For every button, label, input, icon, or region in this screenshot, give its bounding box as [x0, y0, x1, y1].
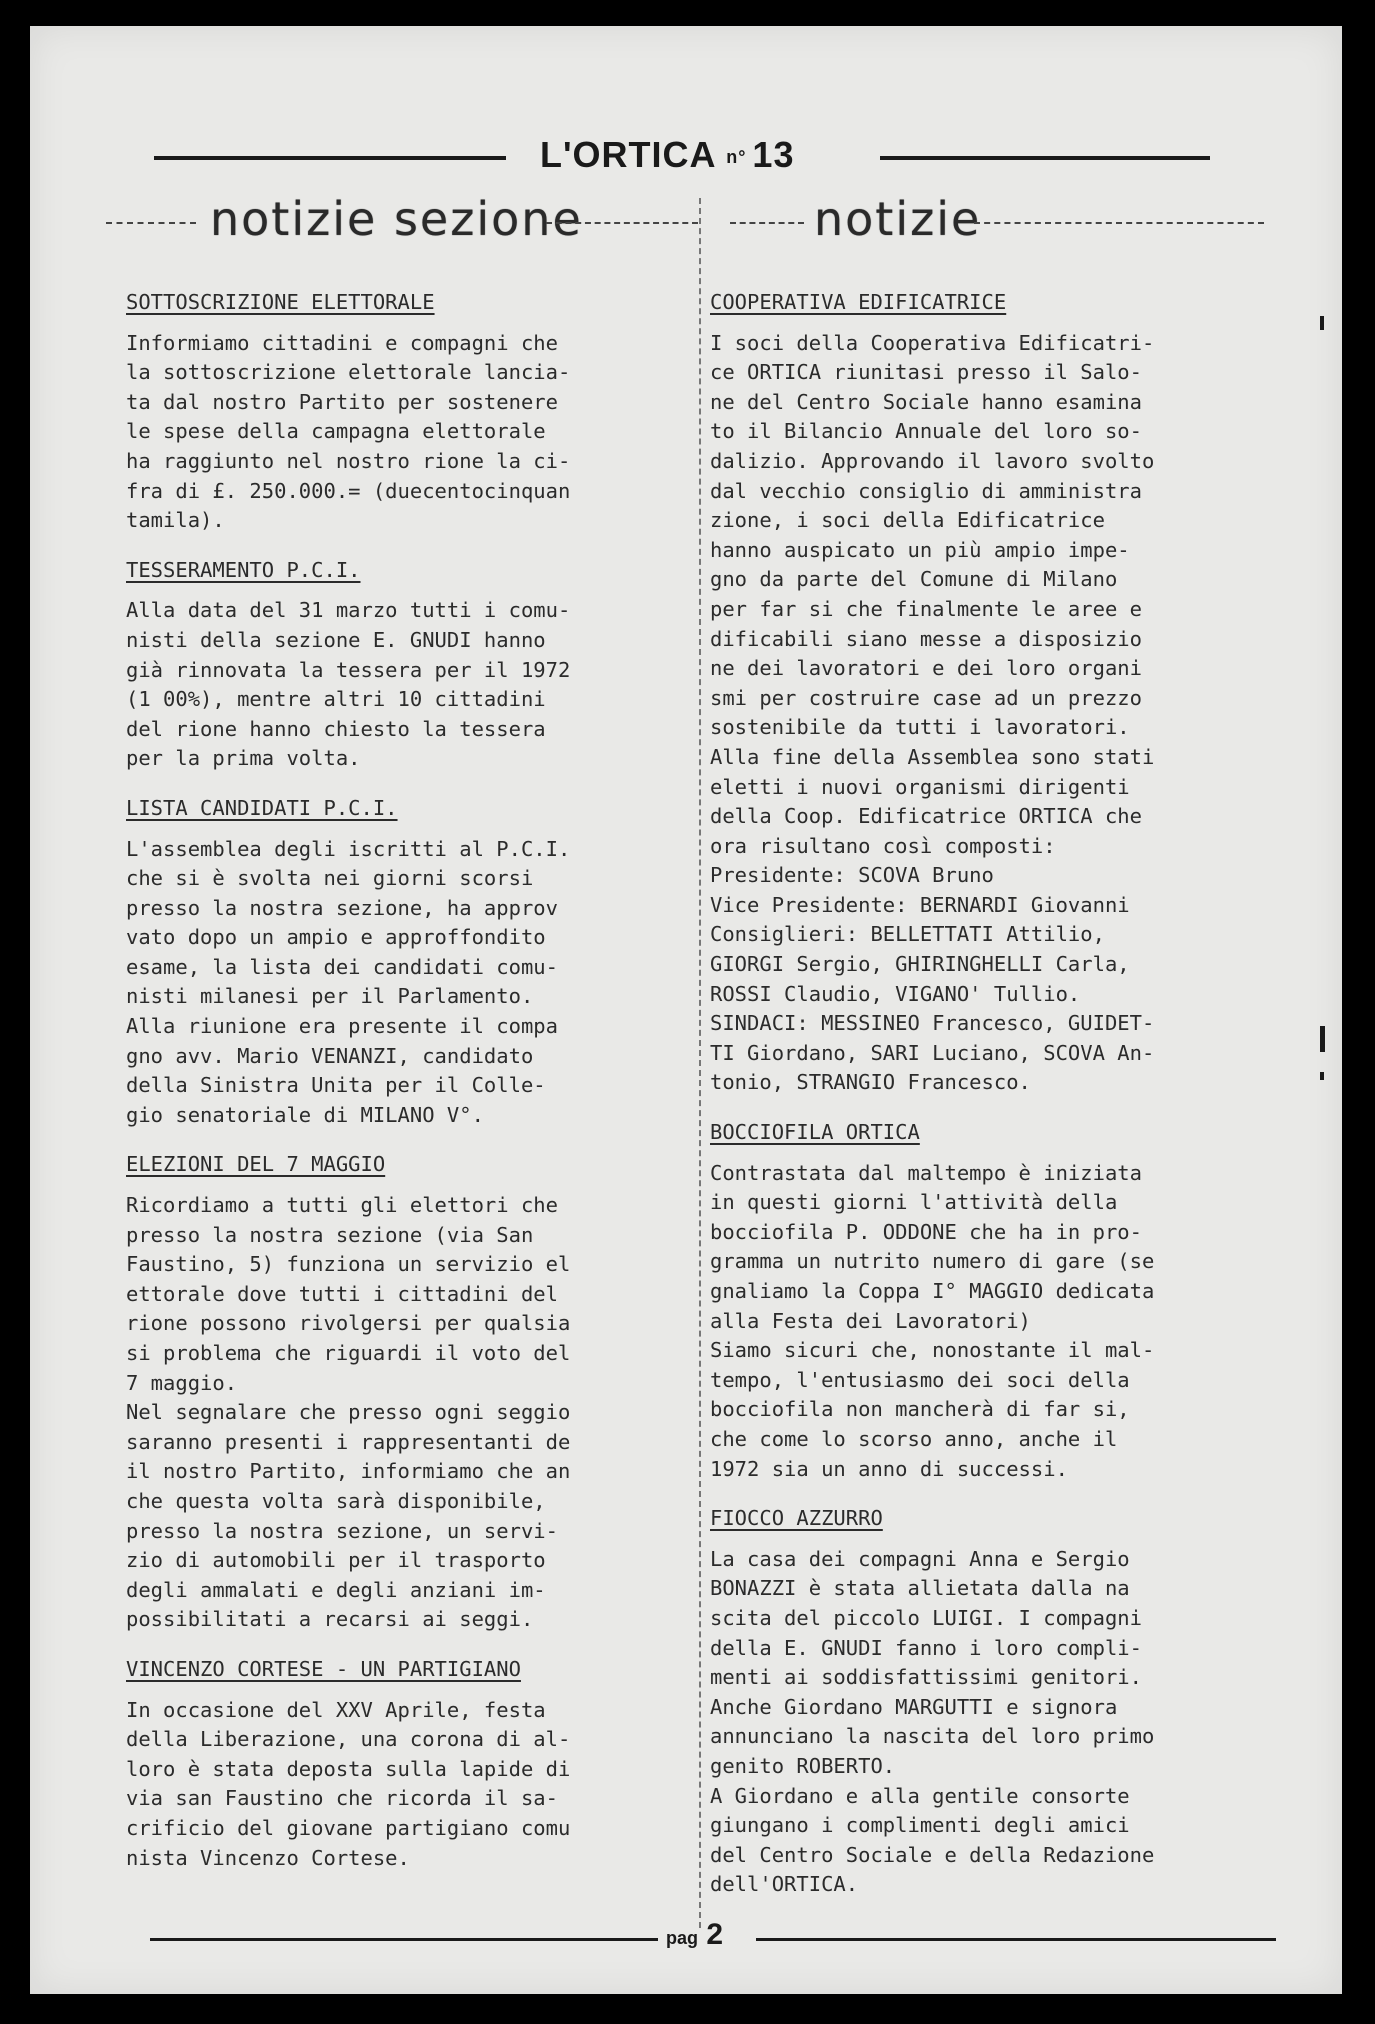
- text-line: presso la nostra sezione, un servi-: [126, 1518, 558, 1543]
- text-line: menti ai soddisfattissimi genitori.: [710, 1665, 1142, 1690]
- article-heading: LISTA CANDIDATI P.C.I.: [126, 795, 398, 820]
- text-line: Vice Presidente: BERNARDI Giovanni: [710, 892, 1130, 917]
- text-line: La casa dei compagni Anna e Sergio: [710, 1546, 1130, 1571]
- text-line: dificabili siano messe a disposizio: [710, 626, 1142, 651]
- text-line: zio di automobili per il trasporto: [126, 1548, 546, 1573]
- masthead-rule-right: [880, 156, 1210, 160]
- text-line: hanno auspicato un più ampio impe-: [710, 537, 1130, 562]
- text-line: sostenibile da tutti i lavoratori.: [710, 715, 1130, 740]
- text-line: le spese della campagna elettorale: [126, 419, 546, 444]
- section-title-left: notizie sezione: [210, 192, 583, 246]
- text-line: gno da parte del Comune di Milano: [710, 567, 1118, 592]
- text-line: Alla riunione era presente il compa: [126, 1014, 558, 1039]
- article: [710, 1118, 1270, 1484]
- text-line: ettorale dove tutti i cittadini del: [126, 1281, 558, 1306]
- newsletter-page: [30, 26, 1342, 1994]
- text-line: del Centro Sociale e della Redazione: [710, 1842, 1155, 1867]
- text-line: ne dei lavoratori e dei loro organi: [710, 656, 1142, 681]
- text-line: per la prima volta.: [126, 746, 361, 771]
- text-line: zione, i soci della Edificatrice: [710, 508, 1105, 533]
- article: [710, 288, 1270, 1098]
- scan-mark: [1320, 1072, 1324, 1080]
- section-dash: [106, 222, 196, 224]
- page-number: [666, 1918, 723, 1952]
- article-paragraph: [710, 1159, 1270, 1485]
- article: [126, 794, 692, 1131]
- article: [710, 1504, 1270, 1900]
- text-line: rione possono rivolgersi per qualsia: [126, 1311, 571, 1336]
- section-title-right: notizie: [814, 192, 982, 246]
- text-line: crificio del giovane partigiano comu: [126, 1815, 571, 1840]
- masthead-rule-left: [154, 156, 506, 160]
- page-number-value: 2: [706, 1918, 724, 1951]
- article-paragraph: [126, 1696, 692, 1874]
- text-line: In occasione del XXV Aprile, festa: [126, 1697, 546, 1722]
- article-heading: BOCCIOFILA ORTICA: [710, 1120, 920, 1145]
- masthead-title: [540, 134, 794, 176]
- text-line: vato dopo un ampio e approffondito: [126, 925, 546, 950]
- column-divider: [699, 198, 701, 1928]
- text-line: scita del piccolo LUIGI. I compagni: [710, 1605, 1142, 1630]
- text-line: smi per costruire case ad un prezzo: [710, 685, 1142, 710]
- text-line: annunciano la nascita del loro primo: [710, 1724, 1155, 1749]
- article-heading: SOTTOSCRIZIONE ELETTORALE: [126, 290, 435, 314]
- article-paragraph: [126, 1191, 692, 1635]
- text-line: BONAZZI è stata allietata dalla na: [710, 1576, 1130, 1601]
- text-line: ha raggiunto nel nostro rione la ci-: [126, 448, 571, 473]
- text-line: bocciofila non mancherà di far si,: [710, 1397, 1130, 1422]
- section-dash: [546, 222, 698, 224]
- text-line: esame, la lista dei candidati comu-: [126, 954, 558, 979]
- text-line: eletti i nuovi organismi dirigenti: [710, 774, 1130, 799]
- text-line: dal vecchio consiglio di amministra: [710, 478, 1142, 503]
- text-line: Alla data del 31 marzo tutti i comu-: [126, 598, 571, 623]
- text-line: gramma un nutrito numero di gare (se: [710, 1249, 1155, 1274]
- text-line: loro è stata deposta sulla lapide di: [126, 1756, 571, 1781]
- text-line: ne del Centro Sociale hanno esamina: [710, 389, 1142, 414]
- text-line: Ricordiamo a tutti gli elettori che: [126, 1193, 558, 1218]
- text-line: dell'ORTICA.: [710, 1872, 859, 1897]
- article: [126, 556, 692, 774]
- masthead: [30, 134, 1342, 174]
- text-line: nisti della sezione E. GNUDI hanno: [126, 627, 546, 652]
- section-dash: [974, 222, 1264, 224]
- footer-rule-right: [756, 1938, 1276, 1941]
- article-paragraph: [710, 1545, 1270, 1900]
- text-line: Nel segnalare che presso ogni seggio: [126, 1400, 571, 1425]
- text-line: possibilitati a recarsi ai seggi.: [126, 1607, 534, 1632]
- section-header-right: [730, 192, 1290, 246]
- text-line: Consiglieri: BELLETTATI Attilio,: [710, 922, 1105, 947]
- text-line: genito ROBERTO.: [710, 1753, 896, 1778]
- scan-mark: [1320, 316, 1324, 330]
- article-paragraph: [126, 329, 692, 536]
- text-line: del rione hanno chiesto la tessera: [126, 716, 546, 741]
- text-line: I soci della Cooperativa Edificatri-: [710, 330, 1155, 355]
- text-line: fra di £. 250.000.= (duecentocinquan: [126, 478, 571, 503]
- text-line: della Sinistra Unita per il Colle-: [126, 1073, 546, 1098]
- right-column: [710, 288, 1270, 1920]
- text-line: della E. GNUDI fanno i loro compli-: [710, 1635, 1142, 1660]
- text-line: via san Faustino che ricorda il sa-: [126, 1786, 558, 1811]
- text-line: che si è svolta nei giorni scorsi: [126, 866, 534, 891]
- text-line: tempo, l'entusiasmo dei soci della: [710, 1367, 1130, 1392]
- text-line: della Coop. Edificatrice ORTICA che: [710, 804, 1142, 829]
- text-line: si problema che riguardi il voto del: [126, 1341, 571, 1365]
- text-line: gno avv. Mario VENANZI, candidato: [126, 1043, 534, 1068]
- article: [126, 288, 692, 536]
- text-line: Siamo sicuri che, nonostante il mal-: [710, 1338, 1155, 1363]
- article-paragraph: [126, 835, 692, 1131]
- text-line: giungano i complimenti degli amici: [710, 1813, 1130, 1838]
- text-line: tonio, STRANGIO Francesco.: [710, 1070, 1031, 1095]
- text-line: Faustino, 5) funziona un servizio el: [126, 1252, 571, 1277]
- text-line: presso la nostra sezione, ha approv: [126, 895, 558, 920]
- text-line: 7 maggio.: [126, 1370, 238, 1395]
- text-line: SINDACI: MESSINEO Francesco, GUIDET-: [710, 1011, 1155, 1036]
- scan-mark: [1320, 1026, 1325, 1052]
- text-line: (1 00%), mentre altri 10 cittadini: [126, 687, 546, 712]
- article-paragraph: [710, 329, 1270, 1098]
- text-line: saranno presenti i rappresentanti de: [126, 1429, 571, 1454]
- text-line: per far si che finalmente le aree e: [710, 596, 1142, 621]
- text-line: presso la nostra sezione (via San: [126, 1222, 534, 1247]
- text-line: Contrastata dal maltempo è iniziata: [710, 1160, 1142, 1185]
- text-line: degli ammalati e degli anziani im-: [126, 1577, 546, 1602]
- text-line: Informiamo cittadini e compagni che: [126, 330, 558, 355]
- text-line: GIORGI Sergio, GHIRINGHELLI Carla,: [710, 952, 1130, 977]
- article-paragraph: [126, 596, 692, 774]
- text-line: la sottoscrizione elettorale lancia-: [126, 360, 571, 385]
- text-line: Presidente: SCOVA Bruno: [710, 863, 994, 888]
- article-heading: ELEZIONI DEL 7 MAGGIO: [126, 1152, 386, 1177]
- footer-rule-left: [150, 1938, 658, 1941]
- text-line: della Liberazione, una corona di al-: [126, 1727, 571, 1752]
- page-prefix: pag: [666, 1928, 699, 1948]
- text-line: dalizio. Approvando il lavoro svolto: [710, 448, 1155, 473]
- text-line: Alla fine della Assemblea sono stati: [710, 744, 1155, 769]
- text-line: nisti milanesi per il Parlamento.: [126, 984, 534, 1009]
- text-line: il nostro Partito, informiamo che an: [126, 1459, 571, 1484]
- text-line: che questa volta sarà disponibile,: [126, 1488, 546, 1513]
- article: [126, 1150, 692, 1635]
- text-line: ROSSI Claudio, VIGANO' Tullio.: [710, 981, 1081, 1006]
- masthead-number: 13: [752, 134, 795, 175]
- text-line: TI Giordano, SARI Luciano, SCOVA An-: [710, 1040, 1155, 1065]
- text-line: gnaliamo la Coppa I° MAGGIO dedicata: [710, 1279, 1155, 1303]
- text-line: tamila).: [126, 508, 225, 533]
- section-header-left: [106, 192, 706, 246]
- text-line: ta dal nostro Partito per sostenere: [126, 389, 558, 414]
- text-line: Anche Giordano MARGUTTI e signora: [710, 1694, 1118, 1719]
- masthead-name: L'ORTICA: [540, 134, 716, 175]
- section-dash: [730, 222, 804, 224]
- text-line: A Giordano e alla gentile consorte: [710, 1783, 1130, 1808]
- article-heading: TESSERAMENTO P.C.I.: [126, 557, 361, 582]
- text-line: nista Vincenzo Cortese.: [126, 1845, 410, 1870]
- text-line: già rinnovata la tessera per il 1972: [126, 657, 571, 682]
- masthead-number-prefix: n°: [726, 146, 747, 167]
- text-line: che come lo scorso anno, anche il: [710, 1426, 1118, 1451]
- text-line: ce ORTICA riunitasi presso il Salo-: [710, 360, 1142, 385]
- article-heading: COOPERATIVA EDIFICATRICE: [710, 290, 1007, 314]
- article: [126, 1655, 692, 1873]
- text-line: gio senatoriale di MILANO V°.: [126, 1102, 484, 1127]
- footer: [30, 1918, 1342, 1964]
- article-heading: VINCENZO CORTESE - UN PARTIGIANO: [126, 1656, 521, 1681]
- text-line: L'assemblea degli iscritti al P.C.I.: [126, 836, 571, 861]
- article-heading: FIOCCO AZZURRO: [710, 1506, 883, 1531]
- text-line: 1972 sia un anno di successi.: [710, 1456, 1068, 1481]
- text-line: bocciofila P. ODDONE che ha in pro-: [710, 1219, 1142, 1244]
- left-column: [126, 288, 692, 1893]
- text-line: alla Festa dei Lavoratori): [710, 1308, 1031, 1333]
- text-line: in questi giorni l'attività della: [710, 1190, 1118, 1215]
- text-line: ora risultano così composti:: [710, 833, 1056, 858]
- text-line: to il Bilancio Annuale del loro so-: [710, 419, 1142, 444]
